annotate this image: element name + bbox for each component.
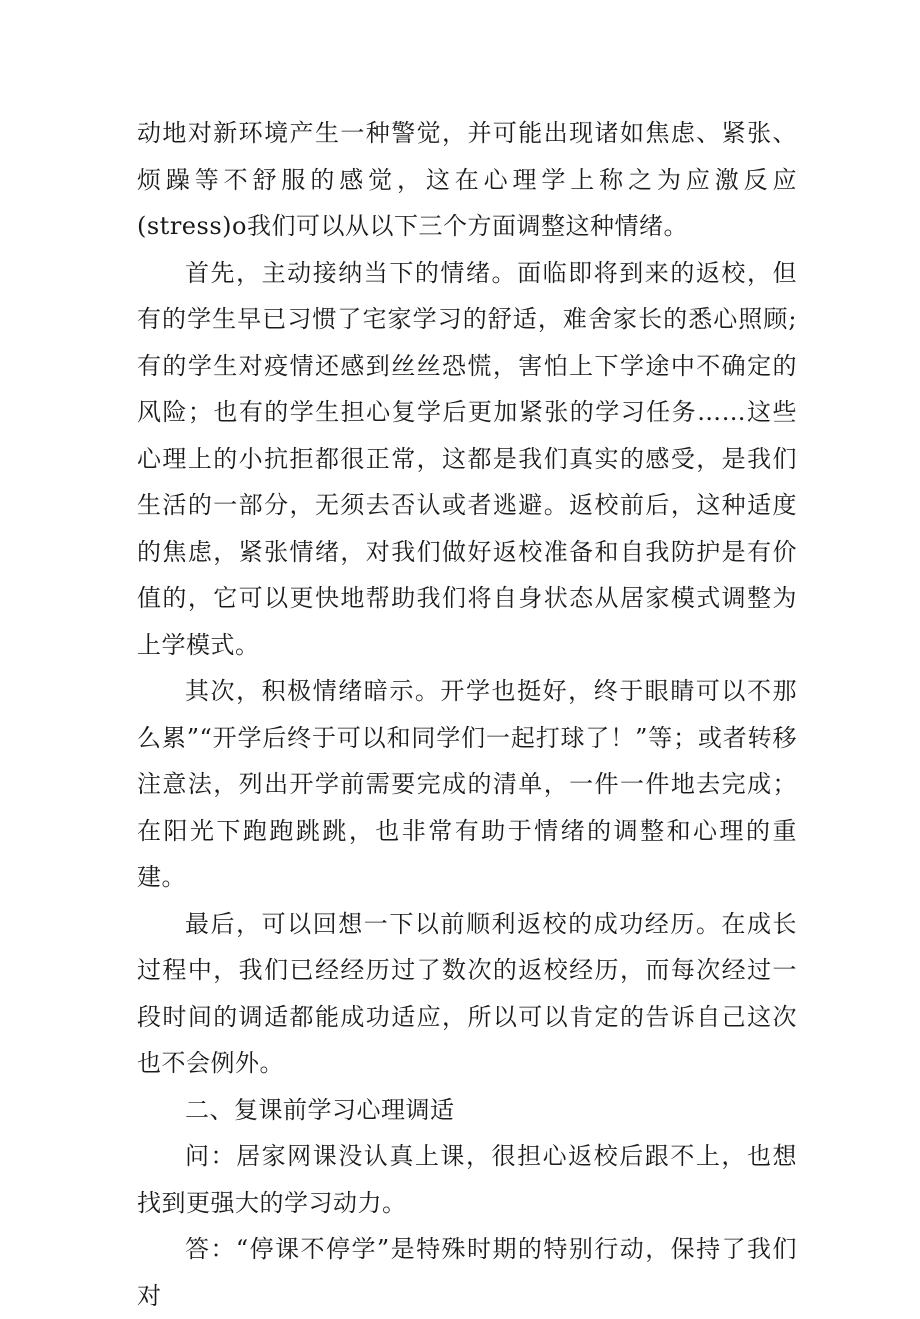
document-body xyxy=(137,110,797,1319)
paragraph-last-recall-success: 最后，可以回想一下以前顺利返校的成功经历。在成长过程中，我们已经经历过了数次的返校经历，而每次经过一段时间的调适都能成功适应，所以可以肯定的告诉自己这次也不会例外。 xyxy=(137,909,797,1077)
section-heading: 二、复课前学习心理调适 xyxy=(185,1095,455,1124)
paragraph-stress-reaction: 动地对新环境产生一种警觉，并可能出现诸如焦虑、紧张、烦躁等不舒服的感觉，这在心理学上称之为应激反应(stress)o我们可以从以下三个方面调整这种情绪。 xyxy=(137,119,797,240)
paragraph-second-positive-suggestion: 其次，积极情绪暗示。开学也挺好，终于眼睛可以不那么累”“开学后终于可以和同学们一起打球了！”等；或者转移注意法，列出开学前需要完成的清单，一件一件地去完成；在阳光下跑跑跳跳，也非常有助于情绪的调整和心理的重建。 xyxy=(137,677,797,891)
answer-paragraph: 答：“停课不停学”是特殊时期的特别行动，保持了我们对 xyxy=(137,1235,797,1310)
question-paragraph: 问：居家网课没认真上课，很担心返校后跟不上，也想找到更强大的学习动力。 xyxy=(137,1142,797,1217)
paragraph-first-accept-emotions: 首先，主动接纳当下的情绪。面临即将到来的返校，但有的学生早已习惯了宅家学习的舒适，难舍家长的悉心照顾;有的学生对疫情还感到丝丝恐慌，害怕上下学途中不确定的风险；也有的学生担心复学后更加紧张的学习任务……这些心理上的小抗拒都很正常，这都是我们真实的感受，是我们生活的一部分，无须去否认或者逃避。返校前后，这种适度的焦虑，紧张情绪，对我们做好返校准备和自我防护是有价值的，它可以更快地帮助我们将自身状态从居家模式调整为上学模式。 xyxy=(137,258,797,659)
